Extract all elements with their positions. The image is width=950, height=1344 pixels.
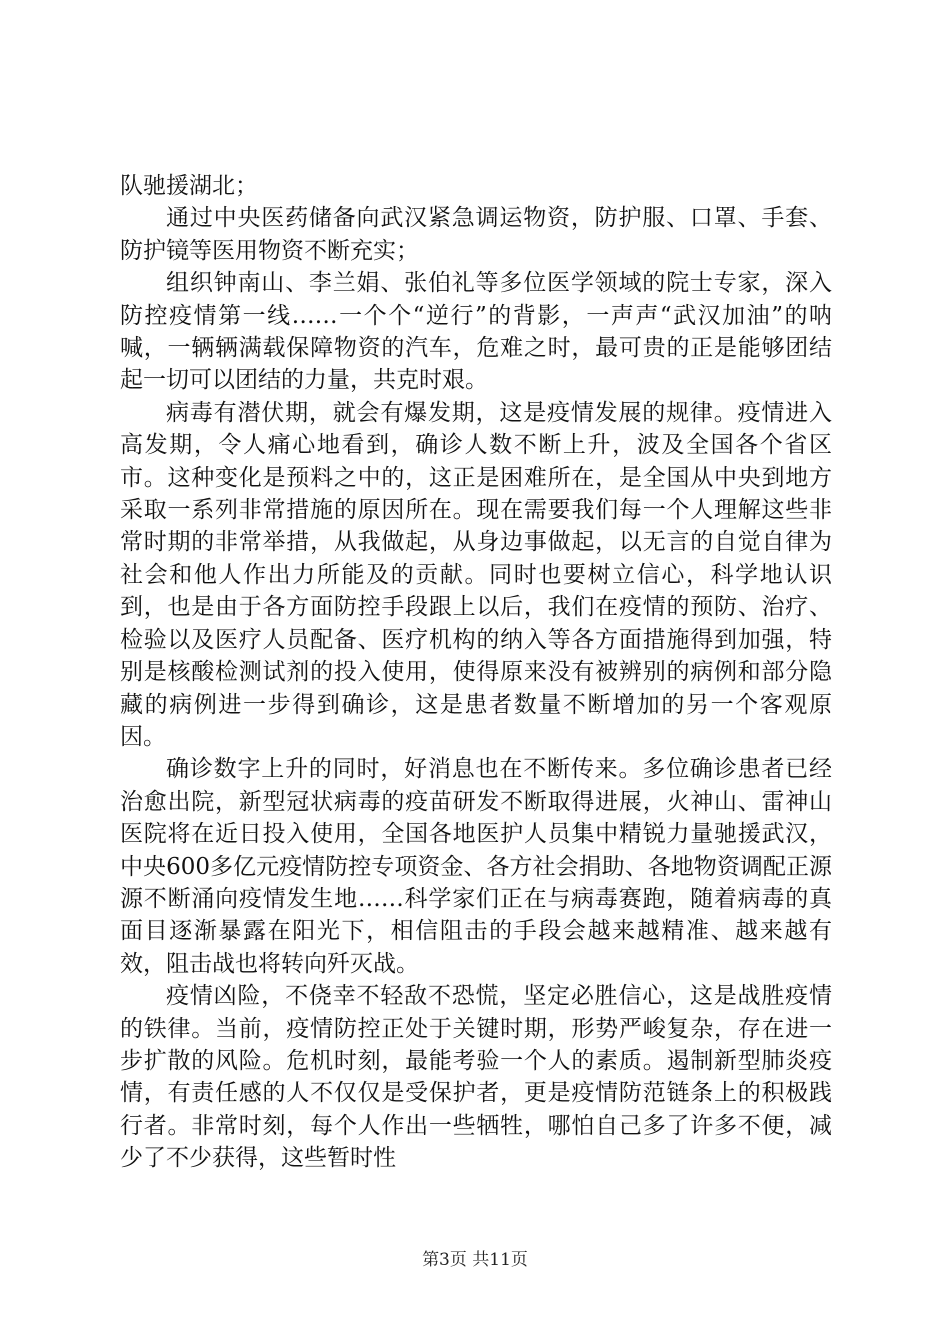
paragraph-3: 组织钟南山、李兰娟、张伯礼等多位医学领域的院士专家，深入防控疫情第一线……一个个“逆行”的背影，一声声“武汉加油”的呐喊，一辆辆满载保障物资的汽车，危难之时，最可贵的正是能够团结起一切可以团结的力量，共克时艰。 [120, 270, 832, 394]
page-footer: 第3页 共11页 [422, 1250, 528, 1270]
paragraph-6: 疫情凶险，不侥幸不轻敌不恐慌，坚定必胜信心，这是战胜疫情的铁律。当前，疫情防控正处于关键时期，形势严峻复杂，存在进一步扩散的风险。危机时刻，最能考验一个人的素质。遏制新型肺炎疫情，有责任感的人不仅仅是受保护者，更是疫情防范链条上的积极践行者。非常时刻，每个人作出一些牺牲，哪怕自己多了许多不便，减少了不少获得，这些暂时性 [120, 983, 832, 1172]
paragraph-5: 确诊数字上升的同时，好消息也在不断传来。多位确诊患者已经治愈出院，新型冠状病毒的疫苗研发不断取得进展，火神山、雷神山医院将在近日投入使用，全国各地医护人员集中精锐力量驰援武汉，中央600多亿元疫情防控专项资金、各方社会捐助、各地物资调配正源源不断涌向疫情发生地……科学家们正在与病毒赛跑，随着病毒的真面目逐渐暴露在阳光下，相信阻击的手段会越来越精准、越来越有效，阻击战也将转向歼灭战。 [120, 756, 832, 977]
paragraph-2: 通过中央医药储备向武汉紧急调运物资，防护服、口罩、手套、防护镜等医用物资不断充实； [120, 205, 832, 264]
paragraph-1: 队驰援湖北； [120, 173, 258, 199]
paragraph-4: 病毒有潜伏期，就会有爆发期，这是疫情发展的规律。疫情进入高发期，令人痛心地看到，确诊人数不断上升，波及全国各个省区市。这种变化是预料之中的，这正是困难所在，是全国从中央到地方采取一系列非常措施的原因所在。现在需要我们每一个人理解这些非常时期的非常举措，从我做起，从身边事做起，以无言的自觉自律为社会和他人作出力所能及的贡献。同时也要树立信心，科学地认识到，也是由于各方面防控手段跟上以后，我们在疫情的预防、治疗、检验以及医疗人员配备、医疗机构的纳入等各方面措施得到加强，特别是核酸检测试剂的投入使用，使得原来没有被辨别的病例和部分隐藏的病例进一步得到确诊，这是患者数量不断增加的另一个客观原因。 [120, 399, 832, 750]
document-body [120, 170, 832, 1175]
